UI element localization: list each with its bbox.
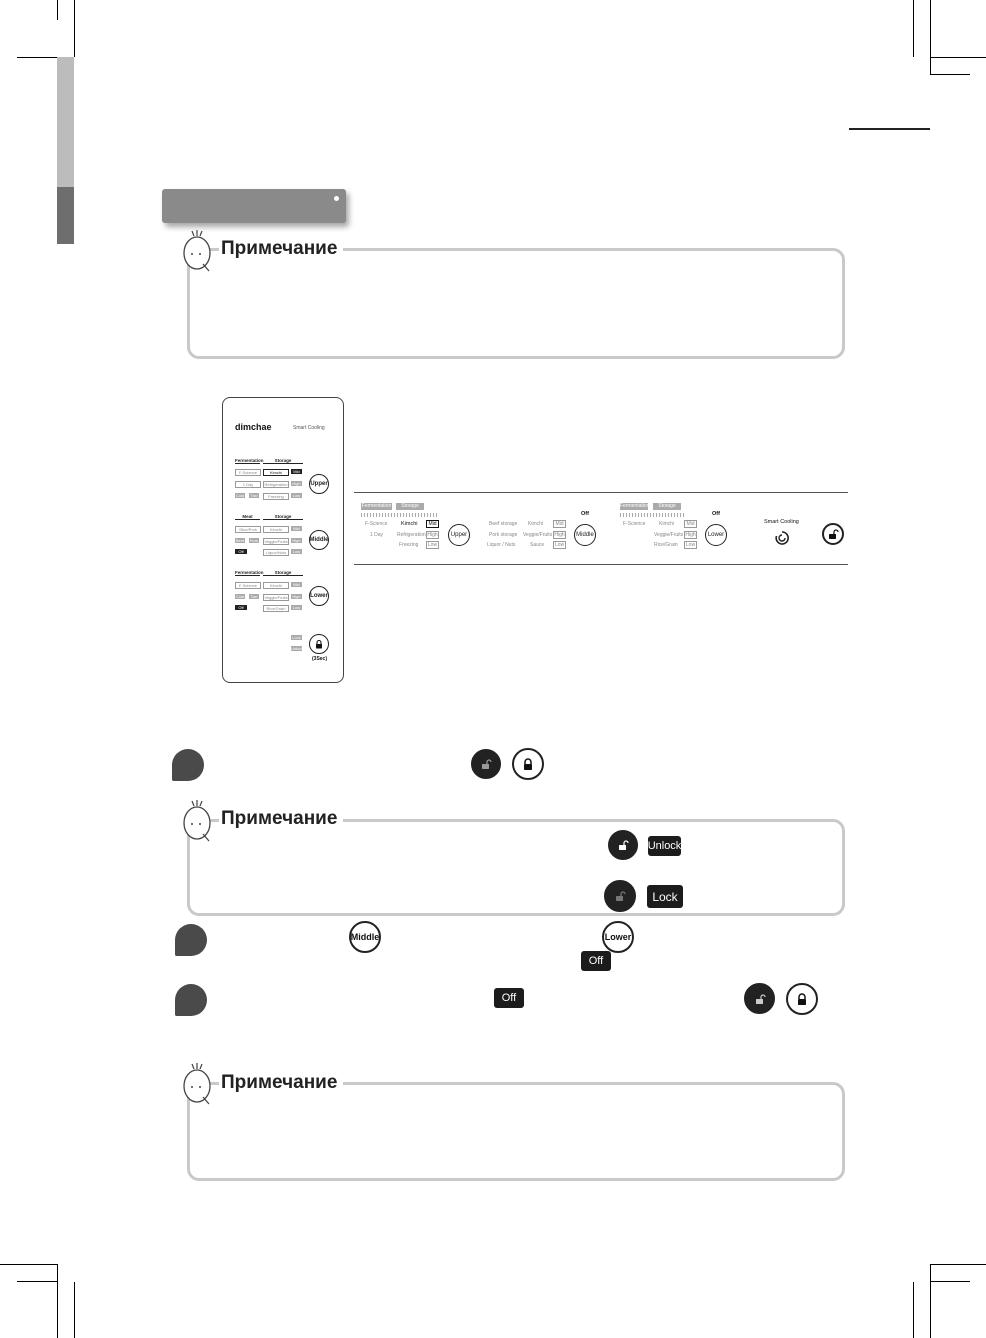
crop-mark [0,1264,57,1265]
crop-mark [74,0,75,57]
crop-mark [930,74,970,75]
panel-middle-opt: Pork [249,538,259,543]
panel-middle-header-left: Meat [235,514,260,520]
off-badge: Off [494,988,524,1008]
panel-upper-opt: F-Science [235,469,261,476]
strip-bottom-line [354,564,848,565]
strip-tag: Fermentation [620,503,650,509]
strip-label: Pork storage [489,532,518,538]
panel-lower-level: Low [292,605,301,610]
crop-mark [930,1281,970,1282]
panel-middle-level: Low [292,549,301,554]
unlock-button[interactable] [608,830,638,860]
strip-off-label: Off [712,511,720,517]
lower-button[interactable]: Lower [602,921,634,953]
header-rule [849,128,930,130]
note-box-3 [187,1082,845,1181]
panel-lower-opt: Cola [235,594,245,599]
panel-middle-storage: Liquor/Nuts [263,549,289,556]
strip-level: Low [685,542,696,548]
note-title-1: Примечание [219,238,343,260]
crop-mark [930,1264,986,1265]
unlock-icon [754,993,766,1005]
strip-ticks [361,513,437,517]
panel-upper-button[interactable]: Upper [309,474,329,494]
control-panel [222,397,344,683]
lock-button[interactable] [512,748,544,780]
off-badge: Off [581,951,611,971]
panel-lower-opt: Taxi [250,594,258,599]
strip-lower-button[interactable]: Lower [705,524,727,546]
unlock-icon [614,890,626,902]
section-tab [162,189,346,223]
panel-lock-button[interactable] [309,634,329,654]
panel-middle-level: Mid [291,526,302,531]
crop-mark [930,1264,931,1338]
panel-upper-storage: Kimchi [263,469,289,476]
strip-label: Rice/Grain [654,542,678,548]
unlock-badge: Unlock [648,836,681,856]
unlock-button[interactable] [744,983,775,1014]
panel-upper-opt: 1 Day [235,481,261,488]
strip-level: High [554,532,565,538]
note-box-1 [187,248,845,359]
panel-middle-level: High [292,538,301,543]
strip-middle-button[interactable]: Middle [574,524,596,546]
panel-smart-cooling: Smart Cooling [293,425,325,431]
strip-smart-cooling: Smart Cooling [764,519,799,525]
panel-middle-storage: Kimchi [263,526,289,533]
step-marker-1 [172,749,204,781]
strip-label: Freezing [399,542,419,548]
panel-unlock-label: Unlock [291,646,304,651]
crop-mark [57,0,58,20]
panel-lower-button[interactable]: Lower [309,586,329,606]
crop-mark [17,1281,57,1282]
unlock-icon [480,758,492,770]
panel-lower-storage: Veggie/Fruits [264,595,288,600]
panel-lower-header-left: Fermentation [235,570,264,575]
strip-level: Mid [553,520,566,528]
lock-badge: Lock [647,885,683,908]
crop-mark [930,57,986,58]
panel-upper-opt: Taxi [250,493,258,498]
lock-icon [795,992,809,1006]
crop-mark [74,1282,75,1338]
strip-level: Mid [684,520,697,528]
panel-lock-label: Lock [292,635,301,640]
strip-label: Beef storage [489,521,518,527]
strip-label: Kimchi [659,521,675,527]
panel-upper-level: Low [292,493,301,498]
panel-lower-storage: Rice/Grain [263,605,289,612]
panel-upper-level: Mid [291,469,302,474]
strip-tag: Storage [653,503,681,510]
strip-top-line [354,492,848,493]
unlock-button[interactable] [471,749,501,779]
panel-upper-opt: Cola [235,493,245,498]
strip-level: High [685,532,696,538]
chapter-sidebar-light [57,57,74,187]
mascot-icon [180,800,214,842]
panel-lock-caption: (3Sec) [312,656,328,662]
crop-mark [913,0,914,57]
strip-level: High [427,532,438,538]
chapter-sidebar-dark [57,187,74,244]
step-marker-2 [175,924,207,956]
strip-label: Veggie/Fruits [523,532,553,538]
panel-upper-header-right: Storage [263,458,303,464]
panel-lower-header-right: Storage [263,570,303,576]
unlock-icon [617,839,629,851]
strip-label: Kimchi [528,521,544,527]
middle-button[interactable]: Middle [349,921,381,953]
strip-upper-button[interactable]: Upper [448,524,470,546]
lock-button[interactable] [786,983,818,1015]
panel-middle-storage: Veggie/Fruits [264,539,288,544]
panel-lower-opt: F-Science [235,582,261,589]
strip-label: F-Science [623,521,646,527]
panel-lower-level: High [292,594,301,599]
strip-label: Veggie/Fruits [654,532,684,538]
lock-icon [521,757,535,771]
tab-dot [334,196,339,201]
panel-upper-header-left: Fermentation [235,458,264,463]
panel-middle-opt: Slice/Pork [235,526,261,533]
panel-upper-storage: Refrigeration [264,482,288,487]
unlock-button[interactable] [604,880,636,912]
strip-ticks [620,513,684,517]
strip-label: Sauce [530,542,545,548]
strip-label: Liquor / Nuts [487,542,516,548]
lock-icon [314,639,324,649]
strip-label: Kimchi [401,521,418,527]
panel-middle-header-right: Storage [263,514,303,520]
note-title-3: Примечание [219,1072,343,1094]
strip-label: 1 Day [370,532,384,538]
unlock-icon [827,528,839,540]
panel-middle-button[interactable]: Middle [309,530,329,550]
step-marker-3 [175,984,207,1016]
strip-tag: Storage [396,503,424,510]
strip-level: Low [554,542,565,548]
strip-lock-button[interactable] [822,523,844,545]
panel-middle-opt: Off [235,549,247,554]
panel-lower-storage: Kimchi [263,582,289,589]
strip-label: F-Science [365,521,388,527]
mascot-icon [180,1063,214,1105]
panel-lower-level: Mid [291,582,302,587]
crop-mark [913,1282,914,1338]
panel-brand: dimchae [235,422,272,432]
strip-off-label: Off [581,511,589,517]
panel-upper-level: High [292,481,301,486]
mascot-icon [180,230,214,272]
note-box-2 [187,819,845,916]
strip-level: Mid [426,520,439,528]
note-title-2: Примечание [219,808,343,830]
crop-mark [930,0,931,75]
panel-upper-storage: Freezing [263,493,289,500]
panel-middle-opt: Beef [235,538,245,543]
crop-mark [57,1264,58,1338]
panel-lower-opt: Off [235,605,247,610]
crop-mark [17,57,57,58]
strip-tag: Fermentation [361,503,392,509]
smart-cooling-icon [774,530,790,546]
strip-label: Refrigeration [397,532,426,538]
strip-level: Low [427,542,438,548]
